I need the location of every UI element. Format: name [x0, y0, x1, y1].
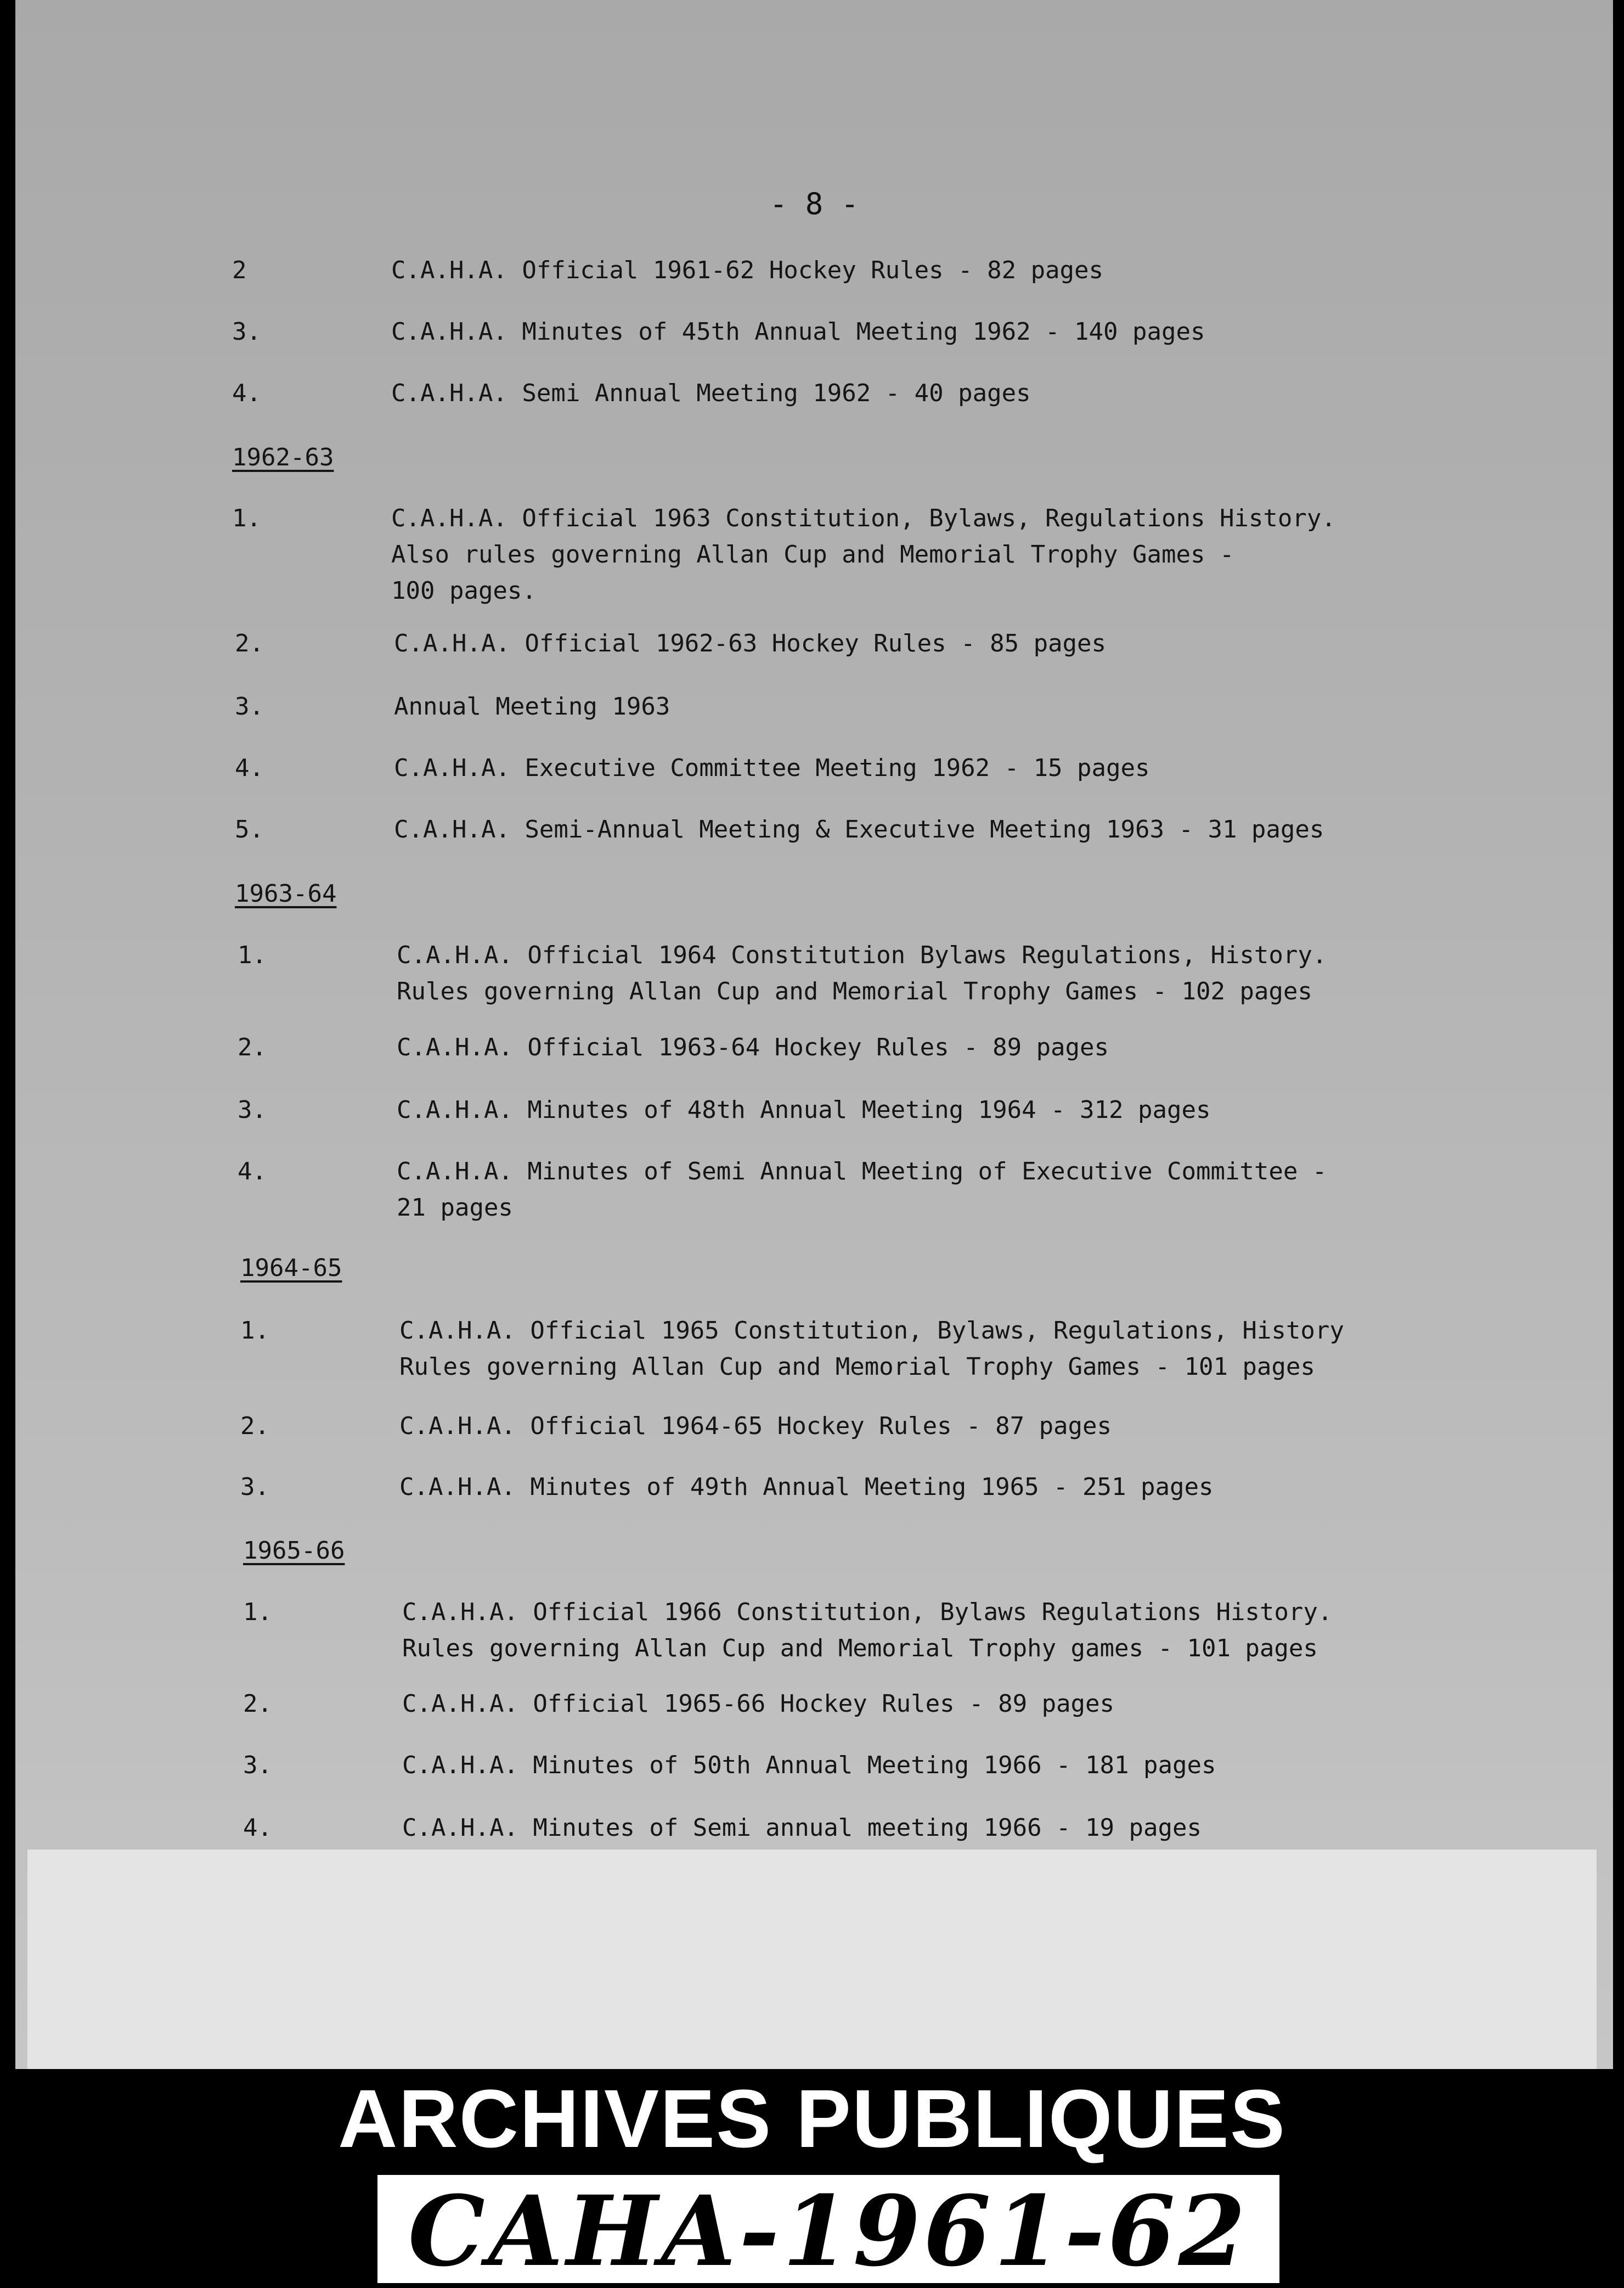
entry-text: C.A.H.A. Official 1965 Constitution, Bylaws, Regulations, History Rules governing Allan Cup and Memorial Trophy Games - 101 pages	[399, 1317, 1344, 1381]
entry-number: 1.	[243, 1598, 272, 1626]
archives-stamp-label: ARCHIVES PUBLIQUES	[338, 2072, 1286, 2165]
entry-number: 4.	[238, 1157, 267, 1185]
entry-text: C.A.H.A. Semi-Annual Meeting & Executive Meeting 1963 - 31 pages	[394, 816, 1324, 844]
entry-text: C.A.H.A. Minutes of 49th Annual Meeting 1965 - 251 pages	[399, 1473, 1214, 1501]
handwritten-file-label: CAHA-1961-62	[408, 2174, 1249, 2288]
entry-text: C.A.H.A. Official 1963 Constitution, Bylaws, Regulations History. Also rules governing Allan Cup and Memorial Trophy Games - 100 pages.	[391, 504, 1336, 605]
handwritten-label-box	[373, 2171, 1284, 2288]
entry-number: 3.	[235, 693, 264, 721]
entry-number: 2	[232, 256, 247, 284]
document-page	[15, 0, 1613, 2069]
entry-text: C.A.H.A. Official 1964 Constitution Bylaws Regulations, History. Rules governing Allan Cup and Memorial Trophy Games - 102 pages	[397, 941, 1327, 1005]
section-heading-1964-65: 1964-65	[240, 1254, 342, 1282]
page-number: - 8 -	[769, 187, 859, 221]
entry-text: C.A.H.A. Official 1964-65 Hockey Rules - 87 pages	[399, 1412, 1112, 1440]
entry-text: C.A.H.A. Minutes of 48th Annual Meeting 1964 - 312 pages	[397, 1096, 1211, 1124]
entry-number: 3.	[240, 1473, 269, 1501]
entry-number: 4.	[243, 1814, 272, 1842]
section-heading-1962-63: 1962-63	[232, 443, 334, 471]
entry-text: C.A.H.A. Minutes of Semi annual meeting 1966 - 19 pages	[402, 1814, 1202, 1842]
entry-text: C.A.H.A. Minutes of 50th Annual Meeting 1966 - 181 pages	[402, 1751, 1216, 1779]
section-heading-1965-66: 1965-66	[243, 1537, 345, 1565]
entry-number: 2.	[240, 1412, 269, 1440]
entry-text: C.A.H.A. Semi Annual Meeting 1962 - 40 pages	[391, 379, 1031, 407]
entry-text: Annual Meeting 1963	[394, 693, 670, 721]
entry-text: C.A.H.A. Minutes of Semi Annual Meeting of Executive Committee - 21 pages	[397, 1157, 1327, 1222]
page-bottom-margin	[27, 1849, 1597, 2069]
entry-number: 1.	[232, 504, 261, 532]
entry-text: C.A.H.A. Minutes of 45th Annual Meeting 1962 - 140 pages	[391, 318, 1205, 346]
entry-text: C.A.H.A. Official 1961-62 Hockey Rules - 82 pages	[391, 256, 1104, 284]
entry-number: 5.	[235, 816, 264, 844]
entry-number: 1.	[240, 1317, 269, 1345]
entry-number: 2.	[243, 1690, 272, 1718]
entry-number: 2.	[235, 629, 264, 657]
entry-number: 4.	[232, 379, 261, 407]
entry-number: 1.	[238, 941, 267, 969]
entry-number: 4.	[235, 754, 264, 782]
entry-number: 3.	[243, 1751, 272, 1779]
entry-text: C.A.H.A. Official 1963-64 Hockey Rules - 89 pages	[397, 1033, 1109, 1061]
entry-text: C.A.H.A. Executive Committee Meeting 1962 - 15 pages	[394, 754, 1150, 782]
entry-number: 3.	[238, 1096, 267, 1124]
section-heading-1963-64: 1963-64	[235, 880, 337, 908]
entry-text: C.A.H.A. Official 1966 Constitution, Bylaws Regulations History. Rules governing Allan Cup and Memorial Trophy games - 101 pages	[402, 1598, 1333, 1662]
entry-list	[15, 0, 1613, 1849]
entry-number: 2.	[238, 1033, 267, 1061]
entry-text: C.A.H.A. Official 1962-63 Hockey Rules - 85 pages	[394, 629, 1107, 657]
entry-text: C.A.H.A. Official 1965-66 Hockey Rules - 89 pages	[402, 1690, 1115, 1718]
entry-number: 3.	[232, 318, 261, 346]
